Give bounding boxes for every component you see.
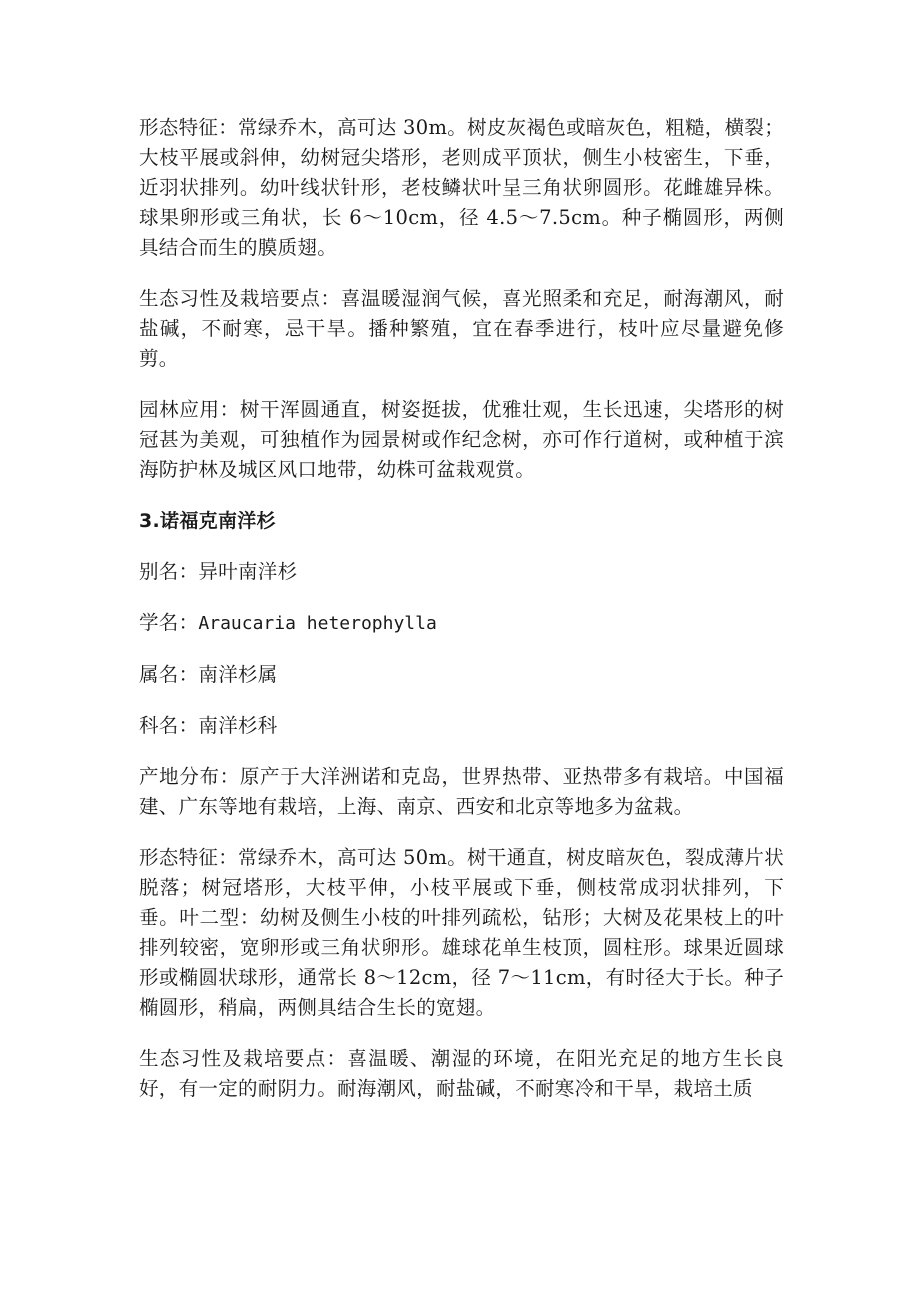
paragraph-ecology-previous: 生态习性及栽培要点：喜温暖湿润气候，喜光照柔和充足，耐海潮风，耐盐碱，不耐寒，忌干旱。播种繁殖，宜在春季进行，枝叶应尽量避免修剪。 <box>139 287 784 370</box>
paragraph-morphology: 形态特征：常绿乔木，高可达 50m。树干通直，树皮暗灰色，裂成薄片状脱落；树冠塔形，大枝平伸，小枝平展或下垂，侧枝常成羽状排列，下垂。叶二型：幼树及侧生小枝的叶排列疏松，钻形；大树及花果枝上的叶排列较密，宽卵形或三角状卵形。雄球花单生枝顶，圆柱形。球果近圆球形或椭圆状球形，通常长 8～12cm，径 7～11cm，有时径大于长。种子椭圆形，稍扁，两侧具结合生长的宽翅。 <box>139 846 784 1019</box>
document-body <box>139 113 784 1125</box>
family-line: 科名：南洋杉科 <box>139 714 278 737</box>
paragraph-distribution: 产地分布：原产于大洋洲诺和克岛，世界热带、亚热带多有栽培。中国福建、广东等地有栽培，上海、南京、西安和北京等地多为盆栽。 <box>139 765 784 818</box>
scientific-name-label: 学名： <box>139 611 199 634</box>
paragraph-morphology-previous: 形态特征：常绿乔木，高可达 30m。树皮灰褐色或暗灰色，粗糙，横裂；大枝平展或斜伸，幼树冠尖塔形，老则成平顶状，侧生小枝密生，下垂，近羽状排列。幼叶线状针形，老枝鳞状叶呈三角状卵圆形。花雌雄异株。球果卵形或三角状，长 6～10cm，径 4.5～7.5cm。种子椭圆形，两侧具结合而生的膜质翅。 <box>139 116 784 259</box>
paragraph-ecology: 生态习性及栽培要点：喜温暖、潮湿的环境，在阳光充足的地方生长良好，有一定的耐阴力。耐海潮风，耐盐碱，不耐寒冷和干旱，栽培土质 <box>139 1047 784 1100</box>
alias-line: 别名：异叶南洋杉 <box>139 560 298 583</box>
scientific-name-value: Araucaria heterophylla <box>198 613 437 634</box>
genus-line: 属名：南洋杉属 <box>139 663 278 686</box>
section-heading: 3.诺福克南洋杉 <box>139 510 276 532</box>
paragraph-landscape-use: 园林应用：树干浑圆通直，树姿挺拔，优雅壮观，生长迅速，尖塔形的树冠甚为美观，可独植作为园景树或作纪念树，亦可作行道树，或种植于滨海防护林及城区风口地带，幼株可盆栽观赏。 <box>139 398 784 481</box>
scientific-name-line <box>139 608 784 639</box>
